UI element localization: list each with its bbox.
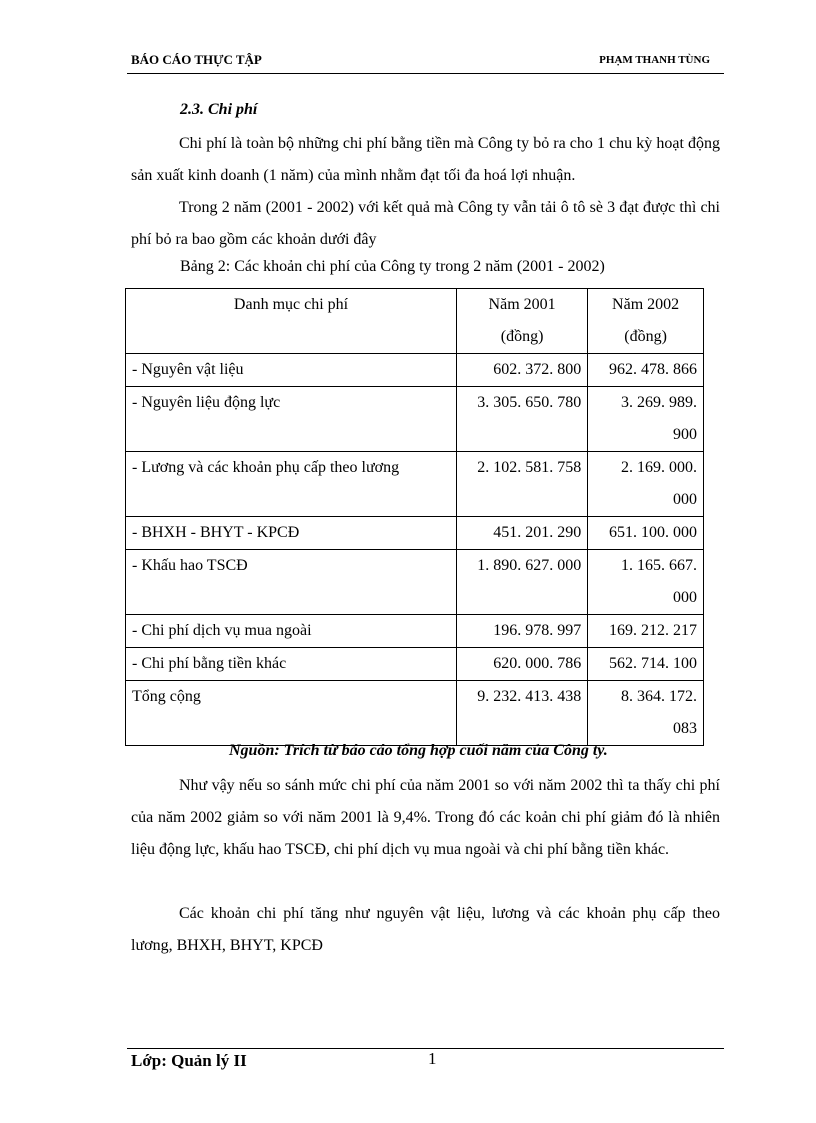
header-2002-year: Năm 2002 (612, 296, 680, 313)
paragraph-definition: Chi phí là toàn bộ những chi phí bằng tiền mà Công ty bỏ ra cho 1 chu kỳ hoạt động sản xuất kinh doanh (1 năm) của mình nhằm đạt tối đa hoá lợi nhuận. (131, 135, 720, 184)
row-category: - Chi phí dịch vụ mua ngoài (126, 615, 457, 648)
footer-divider (127, 1048, 724, 1049)
row-category: - Lương và các khoản phụ cấp theo lương (126, 452, 457, 517)
header-2001 (457, 289, 588, 354)
row-value-2001: 451. 201. 290 (457, 517, 588, 550)
table-row (126, 387, 704, 452)
table-row (126, 648, 704, 681)
total-value-2002-text: 8. 364. 172. 083 (621, 688, 697, 737)
row-value-2002: 962. 478. 866 (588, 354, 704, 387)
row-value-2002 (588, 550, 704, 615)
total-value-2002 (588, 681, 704, 746)
header-2001-year: Năm 2001 (488, 296, 556, 313)
header-divider (127, 73, 724, 74)
table-row (126, 550, 704, 615)
row-category: - Nguyên vật liệu (126, 354, 457, 387)
row-value-2002-text: 1. 165. 667. 000 (621, 557, 697, 606)
header-title: BÁO CÁO THỰC TẬP (131, 52, 262, 67)
paragraph-increases: Các khoản chi phí tăng như nguyên vật liệu, lương và các khoản phụ cấp theo lương, BHXH, BHYT, KPCĐ (131, 905, 720, 954)
paragraph-comparison: Như vậy nếu so sánh mức chi phí của năm 2001 so với năm 2002 thì ta thấy chi phí của năm 2002 giảm so với năm 2001 là 9,4%. Trong đó các koản chi phí giảm đó là nhiên liệu động lực, khấu hao TSCĐ, chi phí dịch vụ mua ngoài và chi phí bằng tiền khác. (131, 777, 720, 858)
table-row (126, 452, 704, 517)
table-source-note: Nguồn: Trích từ báo cáo tổng hợp cuối năm của Công ty. (229, 742, 608, 759)
table-caption: Bảng 2: Các khoản chi phí của Công ty trong 2 năm (2001 - 2002) (180, 258, 605, 275)
header-2002 (588, 289, 704, 354)
header-2001-unit: (đồng) (500, 328, 544, 345)
row-category: - BHXH - BHYT - KPCĐ (126, 517, 457, 550)
row-value-2001: 2. 102. 581. 758 (457, 452, 588, 517)
cost-table (125, 288, 704, 746)
table-row (126, 517, 704, 550)
row-value-2001: 1. 890. 627. 000 (457, 550, 588, 615)
row-category: - Chi phí bằng tiền khác (126, 648, 457, 681)
header-author: PHẠM THANH TÙNG (599, 54, 710, 66)
row-value-2001: 196. 978. 997 (457, 615, 588, 648)
row-value-2002: 169. 212. 217 (588, 615, 704, 648)
paragraph-intro: Trong 2 năm (2001 - 2002) với kết quả mà Công ty vẫn tải ô tô sè 3 đạt được thì chi phí bỏ ra bao gồm các khoản dưới đây (131, 199, 720, 248)
header-category: Danh mục chi phí (126, 289, 457, 354)
row-value-2002 (588, 452, 704, 517)
row-category: - Nguyên liệu động lực (126, 387, 457, 452)
row-value-2002-text: 2. 169. 000. 000 (621, 459, 697, 508)
row-value-2001: 3. 305. 650. 780 (457, 387, 588, 452)
row-value-2001: 620. 000. 786 (457, 648, 588, 681)
table-header-row (126, 289, 704, 354)
total-label: Tổng cộng (126, 681, 457, 746)
row-value-2002: 651. 100. 000 (588, 517, 704, 550)
section-title: 2.3. Chi phí (180, 101, 258, 118)
row-value-2002: 562. 714. 100 (588, 648, 704, 681)
row-value-2002 (588, 387, 704, 452)
page-number: 1 (428, 1049, 437, 1068)
table-row (126, 615, 704, 648)
table-total-row (126, 681, 704, 746)
footer-class: Lớp: Quản lý II (131, 1051, 247, 1070)
row-category: - Khấu hao TSCĐ (126, 550, 457, 615)
row-value-2001: 602. 372. 800 (457, 354, 588, 387)
total-value-2001: 9. 232. 413. 438 (457, 681, 588, 746)
table-row (126, 354, 704, 387)
header-2002-unit: (đồng) (624, 328, 667, 345)
row-value-2002-text: 3. 269. 989. 900 (621, 394, 697, 443)
